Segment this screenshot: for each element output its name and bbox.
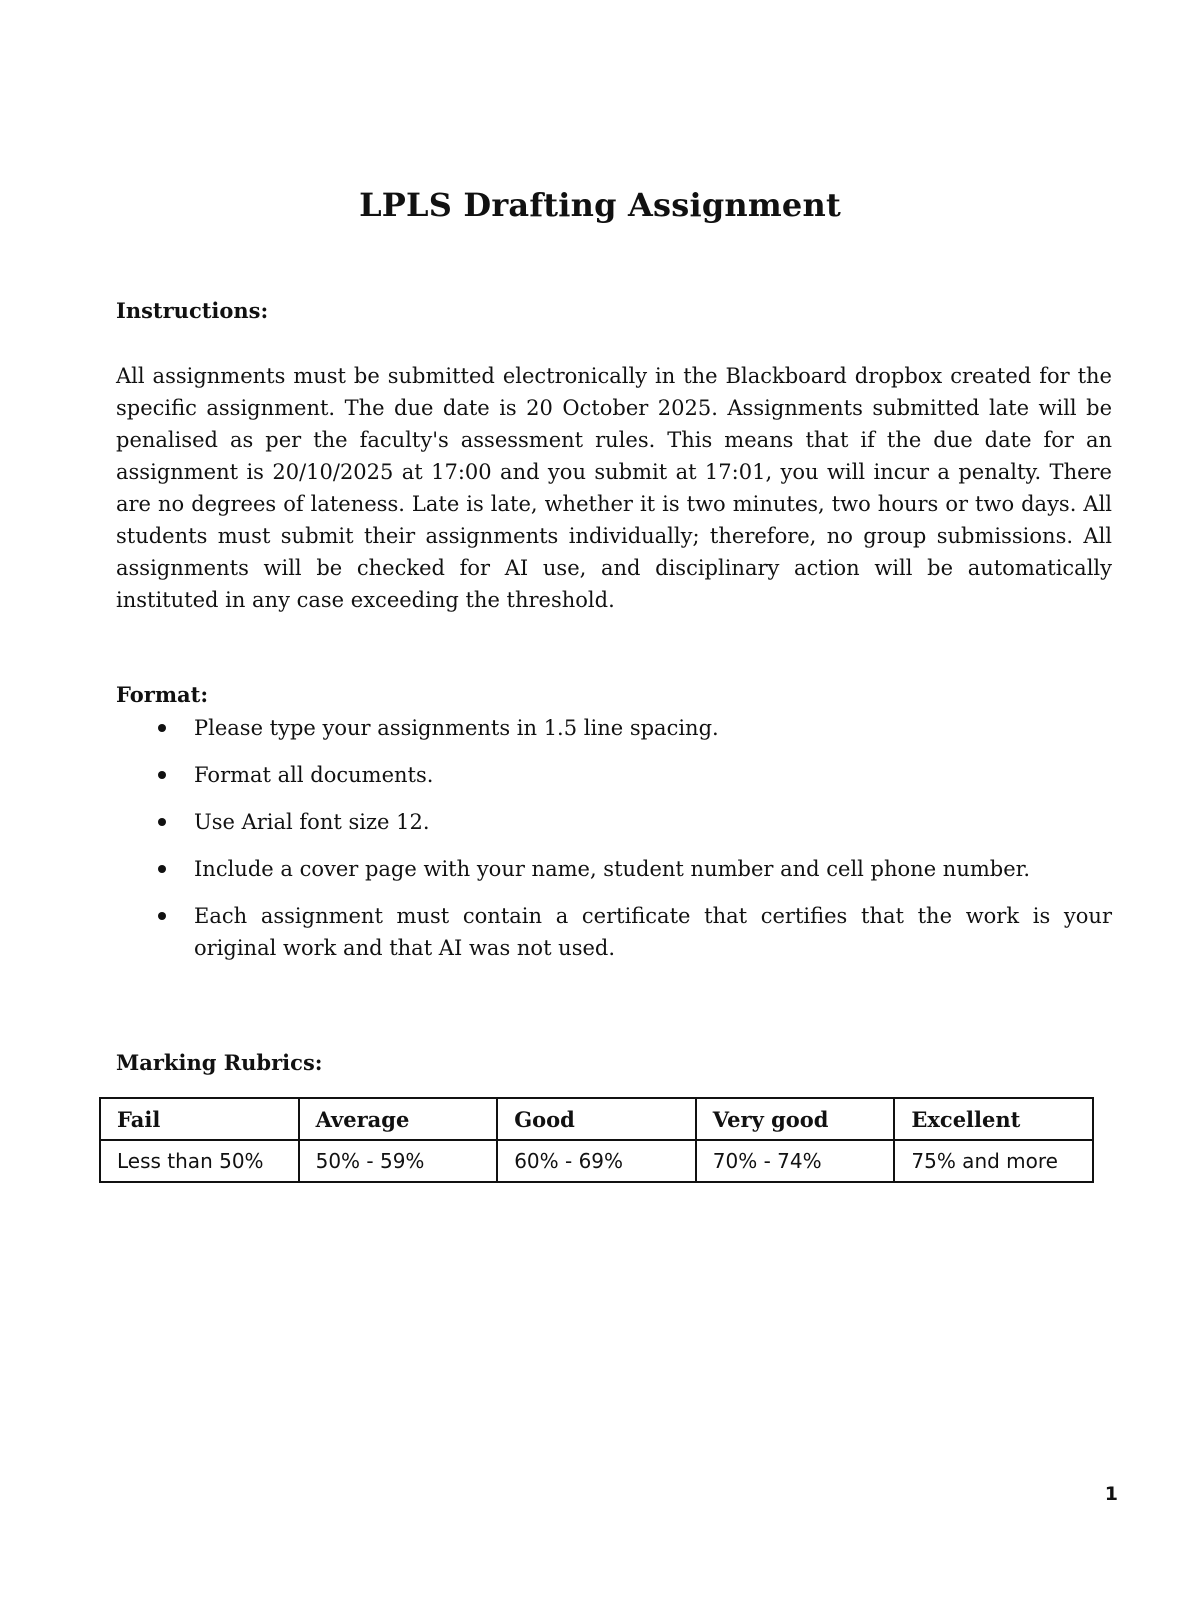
table-header-row bbox=[100, 1098, 1093, 1140]
table-cell: 50% - 59% bbox=[299, 1140, 498, 1182]
format-list bbox=[116, 712, 1112, 979]
list-item-text: Please type your assignments in 1.5 line spacing. bbox=[194, 716, 719, 740]
table-header-cell: Excellent bbox=[894, 1098, 1093, 1140]
bullet-icon bbox=[158, 865, 166, 873]
instructions-paragraph: All assignments must be submitted electronically in the Blackboard dropbox created for the specific assignment. The due date is 20 October 2025. Assignments submitted late will be penalised as per the faculty's assessment rules. This means that if the due date for an assignment is 20/10/2025 at 17:00 and you submit at 17:01, you will incur a penalty. There are no degrees of lateness. Late is late, whether it is two minutes, two hours or two days. All students must submit their assignments individually; therefore, no group submissions. All assignments will be checked for AI use, and disciplinary action will be automatically instituted in any case exceeding the threshold. bbox=[116, 364, 1112, 612]
format-heading: Format: bbox=[116, 682, 209, 707]
bullet-icon bbox=[158, 912, 166, 920]
list-item-text: Include a cover page with your name, student number and cell phone number. bbox=[194, 857, 1031, 881]
list-item-text: Use Arial font size 12. bbox=[194, 810, 430, 834]
table-cell: 60% - 69% bbox=[497, 1140, 696, 1182]
page-title: LPLS Drafting Assignment bbox=[359, 186, 841, 224]
table-row bbox=[100, 1140, 1093, 1182]
bullet-icon bbox=[158, 818, 166, 826]
instructions-heading: Instructions: bbox=[116, 298, 269, 323]
table-header-cell: Average bbox=[299, 1098, 498, 1140]
list-item bbox=[116, 759, 1112, 791]
page-number: 1 bbox=[1104, 1483, 1118, 1505]
list-item-text: Each assignment must contain a certificate that certifies that the work is your original work and that AI was not used. bbox=[194, 904, 1112, 960]
table-header-cell: Fail bbox=[100, 1098, 299, 1140]
list-item bbox=[116, 712, 1112, 744]
table-cell: Less than 50% bbox=[100, 1140, 299, 1182]
table-header-cell: Good bbox=[497, 1098, 696, 1140]
rubrics-heading: Marking Rubrics: bbox=[116, 1050, 323, 1075]
bullet-icon bbox=[158, 771, 166, 779]
list-item-text: Format all documents. bbox=[194, 763, 434, 787]
list-item bbox=[116, 853, 1112, 885]
list-item bbox=[116, 900, 1112, 964]
table-cell: 75% and more bbox=[894, 1140, 1093, 1182]
bullet-icon bbox=[158, 724, 166, 732]
list-item bbox=[116, 806, 1112, 838]
rubric-table bbox=[99, 1097, 1094, 1183]
table-header-cell: Very good bbox=[696, 1098, 895, 1140]
table-cell: 70% - 74% bbox=[696, 1140, 895, 1182]
